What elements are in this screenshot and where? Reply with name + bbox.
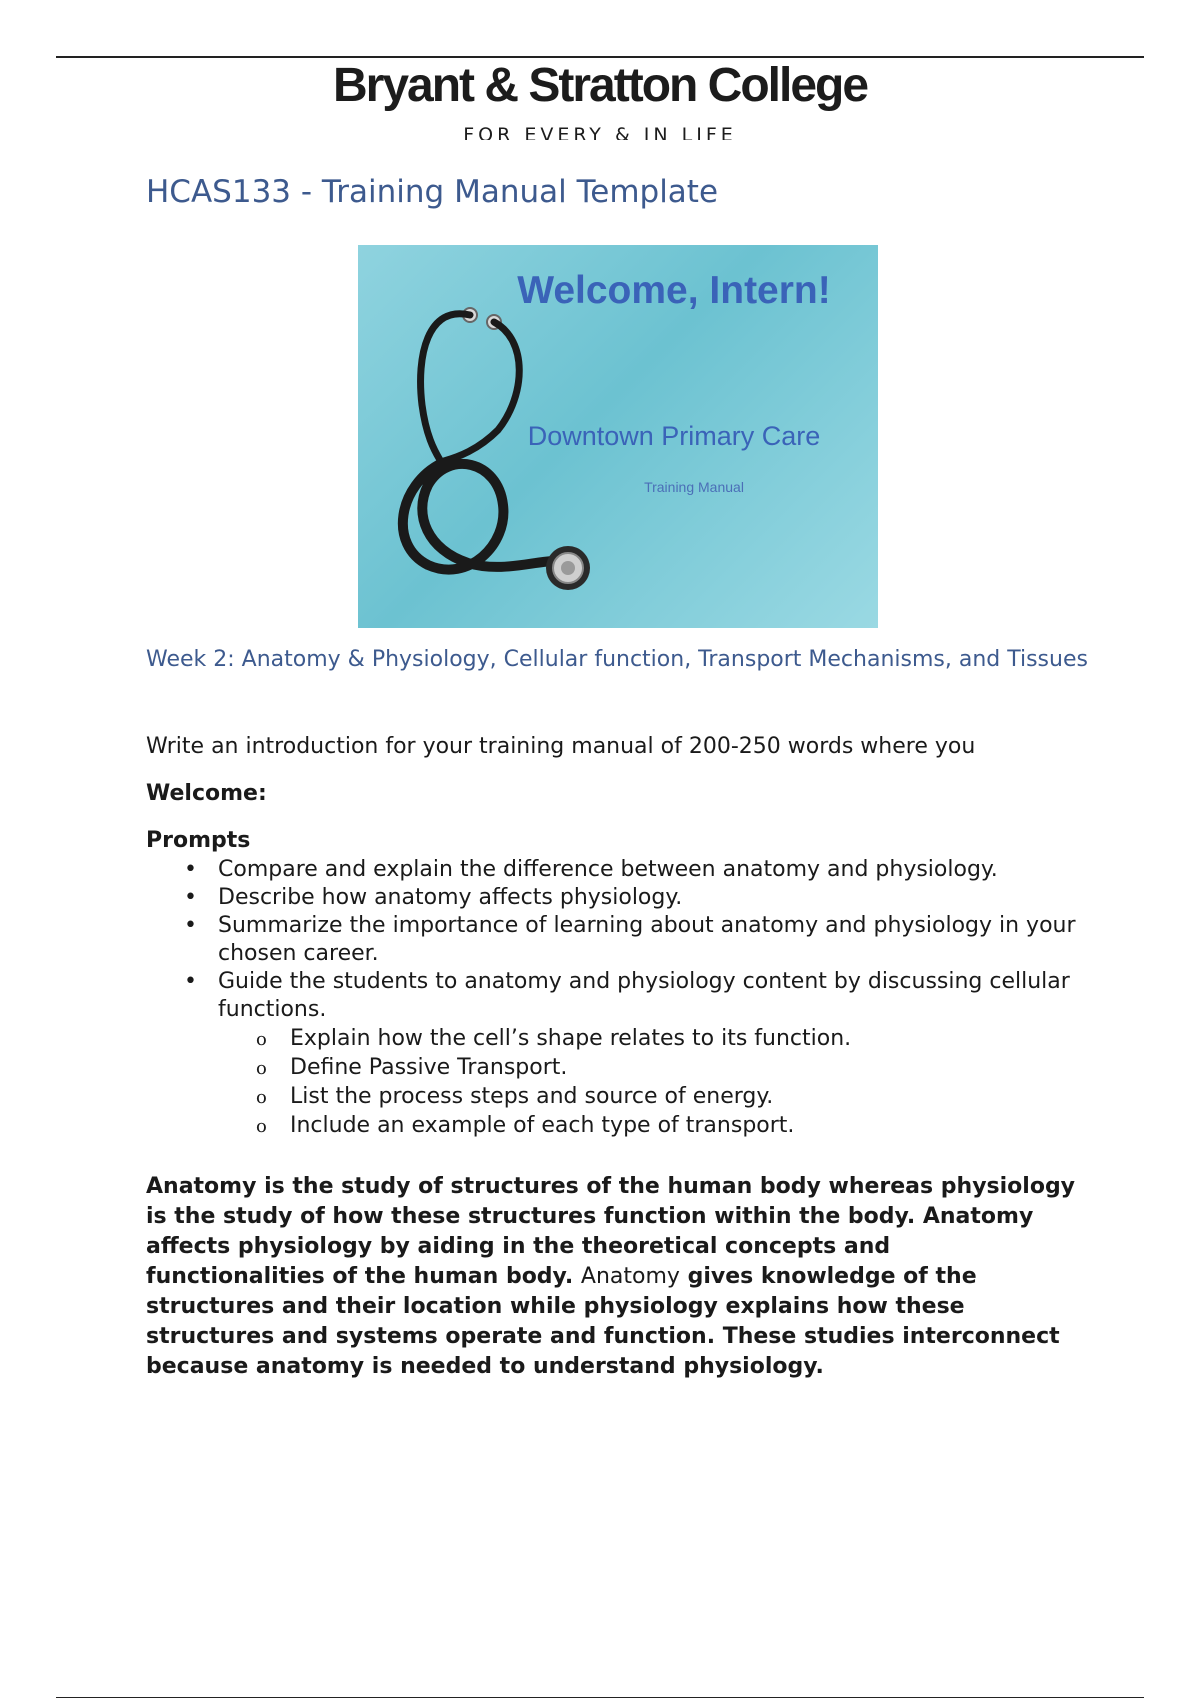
answer-part-2: Anatomy — [580, 1264, 680, 1289]
answer-part-3: gives knowledge of the structures and their location while physiology explains how these structures and systems operate and function. These studies interconnect because anatomy is needed to understand physiology. — [146, 1264, 1060, 1379]
banner-subheading: Downtown Primary Care — [527, 421, 821, 451]
list-item-text: Guide the students to anatomy and physiology content by discussing cellular functions. — [218, 969, 1070, 1022]
prompts-list — [146, 856, 1086, 1140]
welcome-label: Welcome: — [146, 781, 267, 806]
answer-paragraph — [146, 1172, 1076, 1382]
answer-part-1: Anatomy is the study of structures of the human body whereas physiology is the study of how these structures function within the body. Anatomy affects physiology by aiding in the theoretical concepts and functionalities of the human body. — [146, 1174, 1076, 1289]
logo-name: Bryant & Stratton College — [332, 59, 868, 112]
intro-text: Write an introduction for your training manual of 200-250 words where you — [146, 734, 976, 759]
college-logo — [0, 58, 1200, 140]
list-item — [146, 968, 1086, 1140]
sub-list-item: o Define Passive Transport. — [218, 1053, 1086, 1082]
prompts-heading: Prompts — [146, 828, 251, 853]
week-heading: Week 2: Anatomy & Physiology, Cellular function, Transport Mechanisms, and Tissues — [146, 647, 1088, 672]
sub-list-item: o Include an example of each type of transport. — [218, 1111, 1086, 1140]
sub-list-item: o Explain how the cell’s shape relates to its function. — [218, 1024, 1086, 1053]
sub-list — [218, 1024, 1086, 1140]
banner-caption: Training Manual — [644, 479, 744, 495]
list-item: • Compare and explain the difference between anatomy and physiology. — [146, 856, 1086, 884]
list-item: • Describe how anatomy affects physiology. — [146, 884, 1086, 912]
welcome-banner-image — [358, 245, 878, 628]
list-item: • Summarize the importance of learning about anatomy and physiology in your chosen career. — [146, 912, 1086, 968]
sub-list-item: o List the process steps and source of energy. — [218, 1082, 1086, 1111]
logo-tagline: FOR EVERY & IN LIFE — [463, 124, 737, 140]
banner-heading: Welcome, Intern! — [517, 269, 831, 312]
bottom-rule — [56, 1697, 1144, 1698]
document-title: HCAS133 - Training Manual Template — [146, 174, 719, 210]
